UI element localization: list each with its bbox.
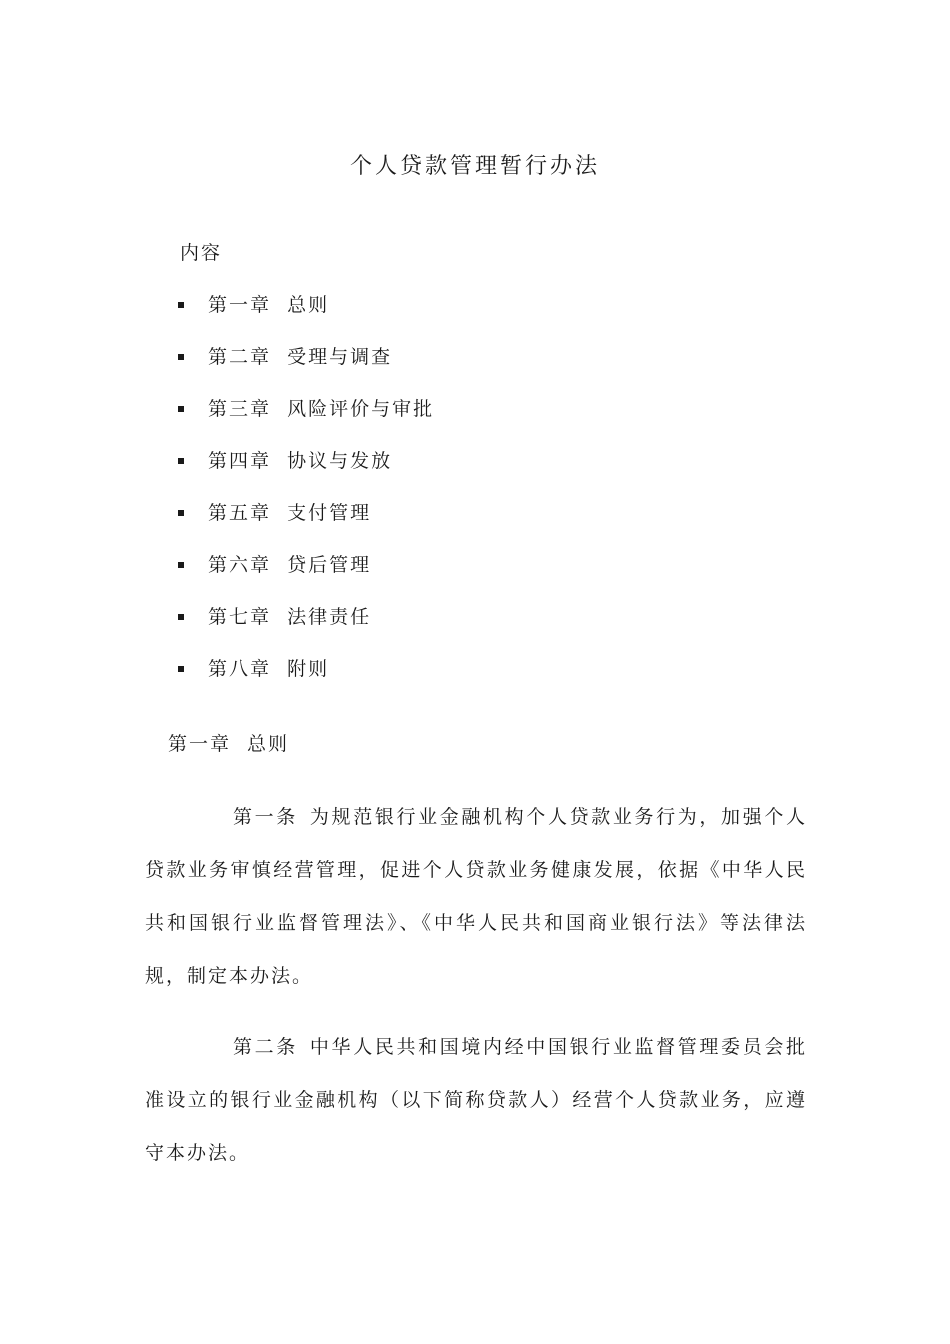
- square-bullet-icon: [178, 354, 184, 360]
- square-bullet-icon: [178, 510, 184, 516]
- article-number: 第二条: [233, 1036, 298, 1058]
- toc-item-chapter-1[interactable]: [178, 290, 578, 320]
- article-text: 为规范银行业金融机构个人贷款业务行为，加强个人贷款业务审慎经营管理，促进个人贷款业务健康发展，依据《中华人民共和国银行业监督管理法》、《中华人民共和国商业银行法》等法律法规，制定本办法。: [145, 806, 807, 987]
- square-bullet-icon: [178, 666, 184, 672]
- toc-item-label: 第八章 附则: [208, 658, 330, 680]
- toc-item-chapter-8[interactable]: [178, 654, 578, 684]
- toc-item-label: 第七章 法律责任: [208, 606, 372, 628]
- square-bullet-icon: [178, 614, 184, 620]
- toc-item-label: 第四章 协议与发放: [208, 450, 393, 472]
- toc-item-chapter-4[interactable]: [178, 446, 578, 476]
- toc-item-label: 第二章 受理与调查: [208, 346, 393, 368]
- toc-heading: 内容: [180, 242, 223, 264]
- square-bullet-icon: [178, 458, 184, 464]
- square-bullet-icon: [178, 406, 184, 412]
- toc-item-label: 第六章 贷后管理: [208, 554, 372, 576]
- toc-item-chapter-6[interactable]: [178, 550, 578, 580]
- toc-item-label: 第五章 支付管理: [208, 502, 372, 524]
- square-bullet-icon: [178, 302, 184, 308]
- toc-item-chapter-5[interactable]: [178, 498, 578, 528]
- toc-item-chapter-2[interactable]: [178, 342, 578, 372]
- toc-item-chapter-3[interactable]: [178, 394, 578, 424]
- article-number: 第一条: [233, 806, 298, 828]
- toc-item-label: 第三章 风险评价与审批: [208, 398, 435, 420]
- toc-item-chapter-7[interactable]: [178, 602, 578, 632]
- article-text: 中华人民共和国境内经中国银行业监督管理委员会批准设立的银行业金融机构（以下简称贷款人）经营个人贷款业务，应遵守本办法。: [145, 1036, 807, 1164]
- chapter-heading: 第一章 总则: [168, 733, 290, 755]
- square-bullet-icon: [178, 562, 184, 568]
- article-paragraph: [145, 1021, 807, 1180]
- article-paragraph: [145, 791, 807, 1003]
- document-title: 个人贷款管理暂行办法: [349, 154, 600, 179]
- toc-item-label: 第一章 总则: [208, 294, 330, 316]
